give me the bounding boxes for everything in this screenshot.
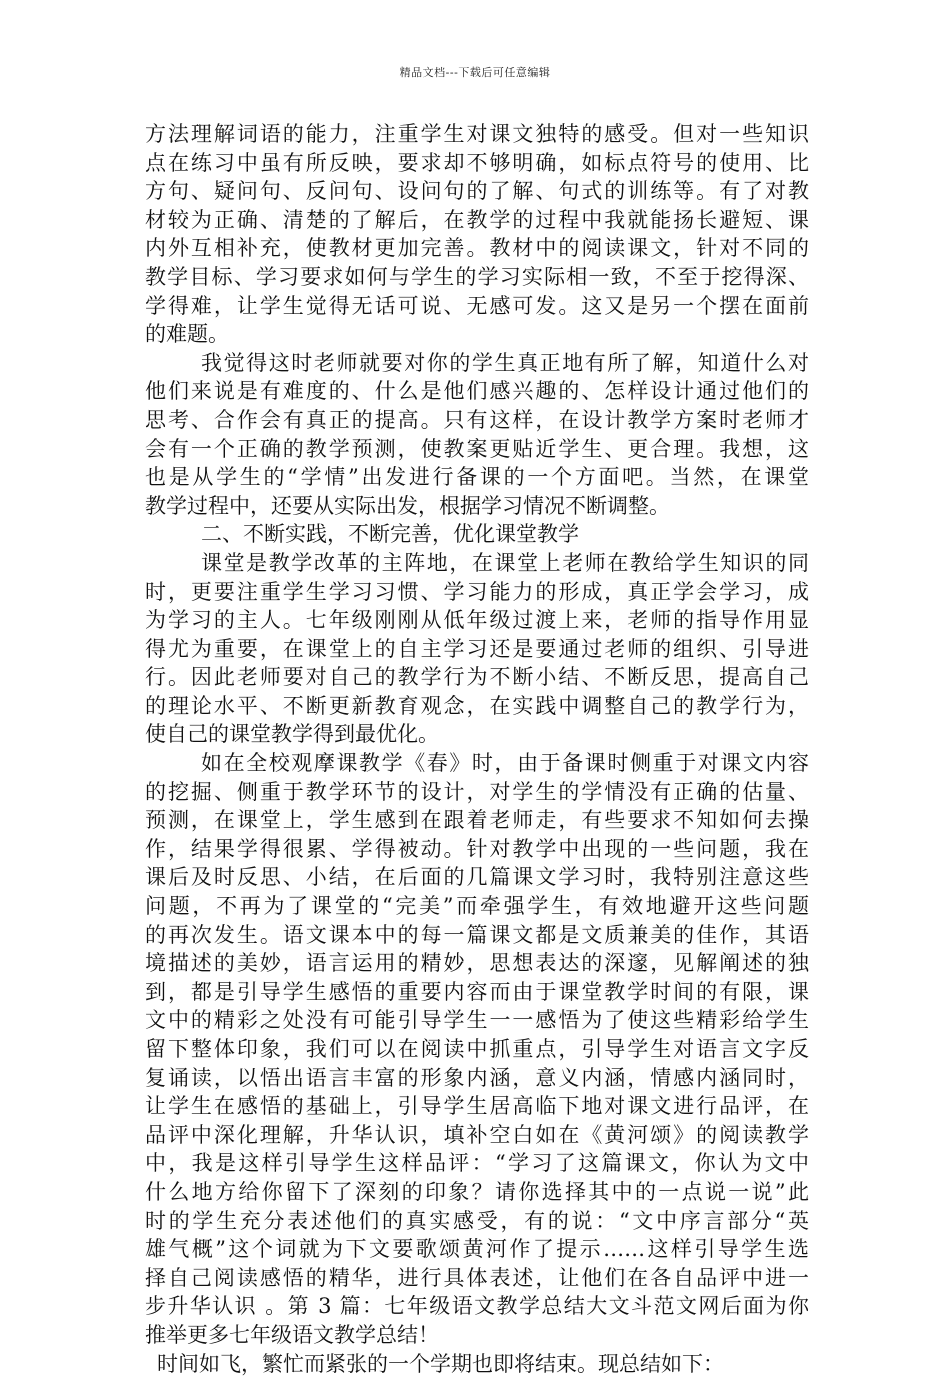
text-line: 境描述的美妙，语言运用的精妙，思想表达的深邃，见解阐述的独	[145, 951, 809, 976]
text-line: 学得难，让学生觉得无话可说、无感可发。这又是另一个摆在面前	[145, 293, 809, 318]
text-line: 的挖掘、侧重于教学环节的设计，对学生的学情没有正确的估量、	[145, 779, 809, 804]
text-line: 作，结果学得很累、学得被动。针对教学中出现的一些问题，我在	[145, 836, 809, 861]
text-line: 点在练习中虽有所反映，要求却不够明确，如标点符号的使用、比	[145, 150, 809, 175]
text-line: 文中的精彩之处没有可能引导学生一一感悟为了使这些精彩给学生	[145, 1008, 809, 1033]
text-line: 也是从学生的“学情”出发进行备课的一个方面吧。当然，在课堂	[145, 465, 809, 490]
document-body	[145, 120, 809, 1378]
text-line: 课后及时反思、小结，在后面的几篇课文学习时，我特别注意这些	[145, 865, 809, 890]
text-line: 的难题。	[145, 322, 229, 347]
text-line: 他们来说是有难度的、什么是他们感兴趣的、怎样设计通过他们的	[145, 379, 809, 404]
section-heading: 二、不断实践，不断完善，优化课堂教学	[201, 522, 579, 547]
paragraph-start-line: 如在全校观摩课教学《春》时，由于备课时侧重于对课文内容	[201, 751, 809, 776]
text-line: 时的学生充分表述他们的真实感受，有的说：“文中序言部分“英	[145, 1208, 809, 1233]
text-line: 留下整体印象，我们可以在阅读中抓重点，引导学生对语言文字反	[145, 1037, 809, 1061]
text-line: 品评中深化理解，升华认识，填补空白如在《黄河颂》的阅读教学	[145, 1122, 809, 1147]
text-line: 教学目标、学习要求如何与学生的学习实际相一致，不至于挖得深、	[145, 264, 809, 289]
text-line: 雄气概”这个词就为下文要歌颂黄河作了提示……这样引导学生选	[145, 1237, 809, 1262]
text-line: 得尤为重要，在课堂上的自主学习还是要通过老师的组织、引导进	[145, 636, 809, 661]
text-line: 方法理解词语的能力，注重学生对课文独特的感受。但对一些知识	[145, 122, 809, 146]
text-line: 材较为正确、清楚的了解后，在教学的过程中我就能扬长避短、课	[145, 207, 809, 232]
text-line: 推举更多七年级语文教学总结！	[145, 1322, 439, 1347]
text-line: 的再次发生。语文课本中的每一篇课文都是文质兼美的佳作，其语	[145, 922, 809, 947]
text-line: 中，我是这样引导学生这样品评：“学习了这篇课文，你认为文中	[145, 1151, 809, 1176]
text-line: 思考、合作会有真正的提高。只有这样，在设计教学方案时老师才	[145, 407, 809, 432]
text-line: 使自己的课堂教学得到最优化。	[145, 722, 439, 747]
text-line: 什么地方给你留下了深刻的印象？请你选择其中的一点说一说”此	[145, 1179, 809, 1204]
summary-intro-line: 时间如飞，繁忙而紧张的一个学期也即将结束。现总结如下：	[157, 1351, 724, 1376]
text-line: 让学生在感悟的基础上，引导学生居高临下地对课文进行品评，在	[145, 1094, 809, 1119]
text-line: 方句、疑问句、反问句、设问句的了解、句式的训练等。有了对教	[145, 179, 809, 204]
text-line: 行。因此老师要对自己的教学行为不断小结、不断反思，提高自己	[145, 665, 809, 690]
text-line: 预测，在课堂上，学生感到在跟着老师走，有些要求不知如何去操	[145, 808, 809, 833]
text-line: 会有一个正确的教学预测，使教案更贴近学生、更合理。我想，这	[145, 436, 809, 461]
text-line: 内外互相补充，使教材更加完善。教材中的阅读课文，针对不同的	[145, 236, 809, 261]
text-line: 为学习的主人。七年级刚刚从低年级过渡上来，老师的指导作用显	[145, 608, 809, 633]
text-line: 时，更要注重学生学习习惯、学习能力的形成，真正学会学习，成	[145, 579, 809, 604]
page-header: 精品文档---下载后可任意编辑	[399, 66, 551, 79]
text-line: 问题，不再为了课堂的“完美”而牵强学生，有效地避开这些问题	[145, 894, 809, 919]
text-line: 的理论水平、不断更新教育观念，在实践中调整自己的教学行为，	[145, 693, 809, 718]
text-line: 择自己阅读感悟的精华，进行具体表述，让他们在各自品评中进一	[145, 1265, 809, 1290]
paragraph-start-line: 课堂是教学改革的主阵地，在课堂上老师在教给学生知识的同	[201, 550, 809, 575]
paragraph-start-line: 我觉得这时老师就要对你的学生真正地有所了解，知道什么对	[201, 350, 809, 375]
text-line: 到，都是引导学生感悟的重要内容而由于课堂教学时间的有限，课	[145, 979, 809, 1004]
text-line: 步升华认识 。第 3 篇：七年级语文教学总结大文斗范文网后面为你	[145, 1294, 809, 1319]
text-line: 教学过程中，还要从实际出发，根据学习情况不断调整。	[145, 493, 670, 518]
text-line: 复诵读，以悟出语言丰富的形象内涵，意义内涵，情感内涵同时，	[145, 1065, 809, 1090]
